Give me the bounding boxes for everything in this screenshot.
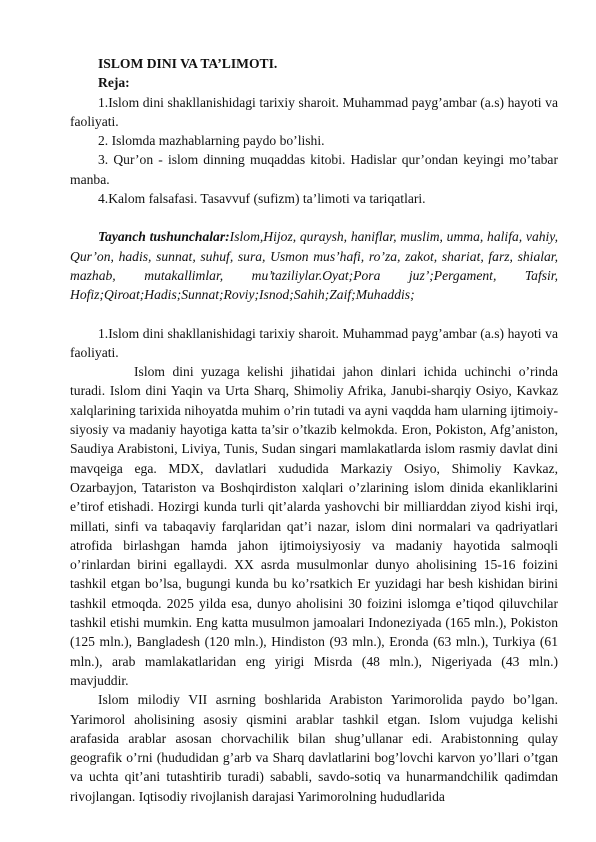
spacer xyxy=(70,208,558,227)
body-paragraph-1: Islom dini yuzaga kelishi jihatidai jahon dinlari ichida uchinchi o’rinda turadi. Islom dini Yaqin va Urta Sharq, Shimoliy Afrika, Janubi-sharqiy Osiyo, Kavkaz xalqlarining tarixida nihoyatda muhim o’rin tutadi va ayni vaqdda ham ularning ijtimoiy-siyosiy va madaniy hayotiga katta ta’sir o’tkazib kelmokda. Eron, Pokiston, Afg’aniston, Saudiya Arabistoni, Liviya, Tunis, Sudan singari mamlakatlarda islom rasmiy davlat dini mavqeiga ega. MDX, davlatlari xududida Markaziy Osiyo, Shimoliy Kavkaz, Ozarbayjon, Tatariston va Boshqirdiston xalqlari o’zlarining islom dinida ekanliklarini e’tirof etishadi. Hozirgi kunda turli qit’alarda yashovchi bir milliarddan ziyod kishi irqi, millati, sinfi va tabaqaviy farqlaridan qat’i nazar, islom dini normalari va qadriyatlari atrofida birlashgan hamda jahon ijtimoiysiyosiy va madaniy hayotida salmoqli o’rinlardan birini egallaydi. XX asrda musulmonlar dunyo aholisining 15-16 foizini tashkil etgan bo’lsa, bugungi kunda bu ko’rsatkich Er yuzidagi har besh kishidan birini tashkil etmoqda. 2025 yilda esa, dunyo aholisini 30 foizini islomga e’tiqod qiluvchilar tashkil etishi mumkin. Eng katta musulmon jamoalari Indoneziyada (165 mln.), Pokiston (125 mln.), Bangladesh (120 mln.), Hindiston (93 mln.), Eronda (63 mln.), Turkiya (61 mln.), arab mamlakatlaridan eng yirigi Misrda (48 mln.), Nigeriyada (43 mln.) mavjuddir. xyxy=(70,364,558,688)
spacer xyxy=(70,305,558,324)
plan-label: Reja: xyxy=(98,75,130,91)
plan-item-4: 4.Kalom falsafasi. Tasavvuf (sufizm) ta’limoti va tariqatlari. xyxy=(98,191,426,207)
document-page xyxy=(70,54,558,806)
section-heading: 1.Islom dini shakllanishidagi tarixiy sharoit. Muhammad payg’ambar (a.s) hayoti va faoliyati. xyxy=(70,325,558,360)
plan-item-2: 2. Islomda mazhablarning paydo bo’lishi. xyxy=(98,133,325,149)
key-concepts xyxy=(70,227,558,304)
plan-item-1: 1.Islom dini shakllanishidagi tarixiy sharoit. Muhammad payg’ambar (a.s) hayoti va faoliyati. xyxy=(70,94,558,129)
body-paragraph-2: Islom milodiy VII asrning boshlarida Arabiston Yarimorolida paydo bo’lgan. Yarimorol aholisining asosiy qismini arablar tashkil etgan. Islom vujudga kelishi arafasida arablar asosan chorvachilik bilan shug’ullanar edi. Arabistonning qulay geografik o’rni (hududidan g’arb va Sharq davlatlarini bog’lovchi karvon yo’llari o’tgan va uchta qit’ani tutashtirib turadi) sababli, savdo-sotiq va hunarmandchilik qadimdan rivojlangan. Iqtisodiy rivojlanish darajasi Yarimorolning hududlarida xyxy=(70,692,558,804)
plan-item-3: 3. Qur’on - islom dinning muqaddas kitobi. Hadislar qur’ondan keyingi mo’tabar manba. xyxy=(70,152,558,187)
key-concepts-text: Islom,Hijoz, quraysh, haniflar, muslim, umma, halifa, vahiy, Qur’on, hadis, sunnat, suhuf, sura, Usmon mus’hafi, ro’za, zakot, shariat, farz, shialar, mazhab, mutakallimlar, mu’taziliylar.Oyat;Pora juz’;Pergament, Tafsir, Hofiz;Qiroat;Hadis;Sunnat;Roviy;Isnod;Sahih;Zaif;Muhaddis; xyxy=(70,229,558,303)
document-title: ISLOM DINI VA TA’LIMOTI. xyxy=(98,56,278,71)
key-concepts-label: Tayanch tushunchalar: xyxy=(98,229,230,245)
